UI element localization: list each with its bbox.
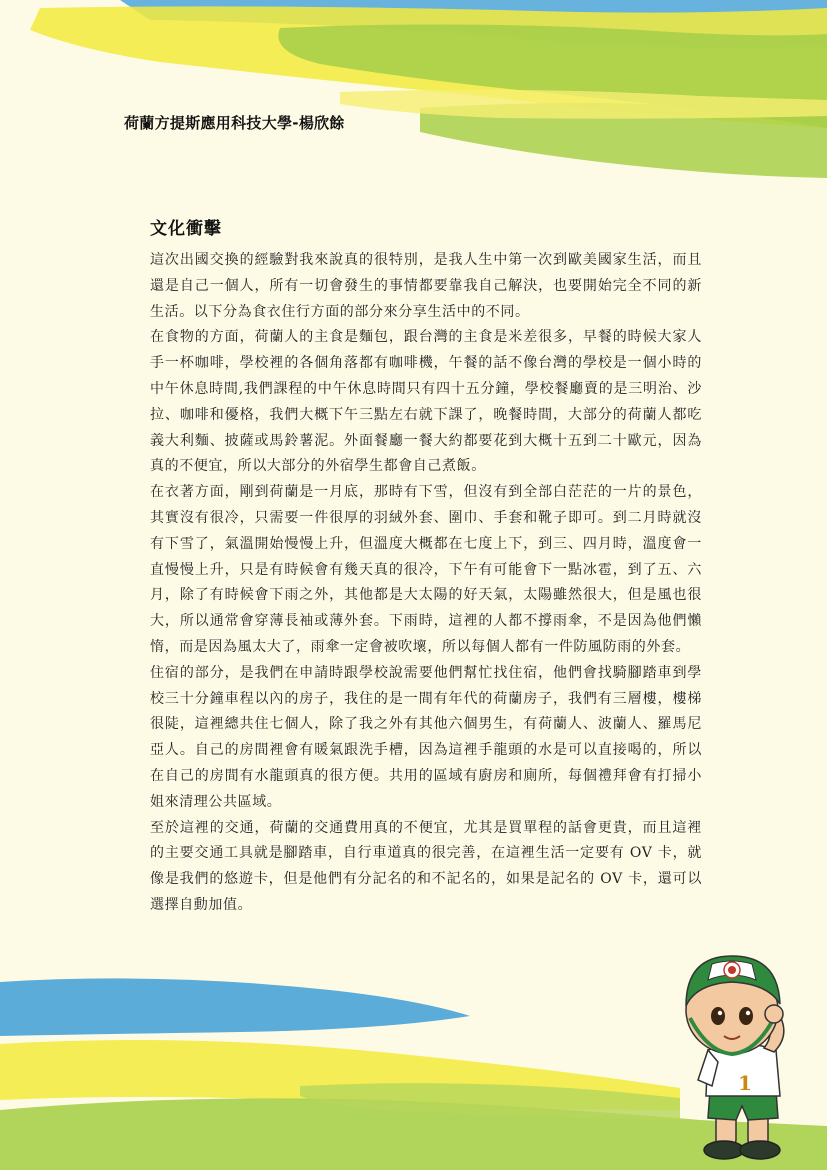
paragraph-food: 在食物的方面，荷蘭人的主食是麵包，跟台灣的主食是米差很多，早餐的時候大家人手一杯咖啡，學校裡的各個角落都有咖啡機，午餐的話不像台灣的學校是一個小時的中午休息時間,我們課程的中午休息時間只有四十五分鐘，學校餐廳賣的是三明治、沙拉、咖啡和優格，我們大概下午三點左右就下課了，晚餐時間，大部分的荷蘭人都吃義大利麵、披薩或馬鈴薯泥。外面餐廳一餐大約都要花到大概十五到二十歐元，因為真的不便宜，所以大部分的外宿學生都會自己煮飯。	[150, 329, 702, 475]
paragraph-housing: 住宿的部分，是我們在申請時跟學校說需要他們幫忙找住宿，他們會找騎腳踏車到學校三十分鐘車程以內的房子，我住的是一間有年代的荷蘭房子，我們有三層樓，樓梯很陡，這裡總共住七個人，除了我之外有其他六個男生，有荷蘭人、波蘭人、羅馬尼亞人。自己的房間裡會有暖氣跟洗手槽，因為這裡手龍頭的水是可以直接喝的，所以在自己的房間有水龍頭真的很方便。共用的區域有廚房和廁所，每個禮拜會有打掃小姐來清理公共區域。	[150, 664, 702, 810]
paragraph-transport: 至於這裡的交通，荷蘭的交通費用真的不便宜，尤其是買單程的話會更貴，而且這裡的主要交通工具就是腳踏車，自行車道真的很完善，在這裡生活一定要有 OV 卡，就像是我們的悠遊卡，但是他們有分記名的和不記名的，如果是記名的 OV 卡，還可以選擇自動加值。	[150, 819, 702, 913]
bottom-blue-stroke	[0, 978, 470, 1036]
article-title: 文化衝擊	[150, 219, 222, 239]
paragraph-clothing: 在衣著方面，剛到荷蘭是一月底，那時有下雪，但沒有到全部白茫茫的一片的景色，其實沒有很冷，只需要一件很厚的羽絨外套、圍巾、手套和靴子即可。到二月時就沒有下雪了，氣溫開始慢慢上升，但溫度大概都在七度上下，到三、四月時，溫度會一直慢慢上升，只是有時候會有幾天真的很冷，下午有可能會下一點冰雹，到了五、六月，除了有時候會下雨之外，其他都是大太陽的好天氣，太陽雖然很大，但是風也很大，所以通常會穿薄長袖或薄外套。下雨時，這裡的人都不撐雨傘，不是因為他們懶惰，而是因為風太大了，雨傘一定會被吹壞，所以每個人都有一件防風防雨的外套。	[150, 484, 702, 655]
school-mascot-icon	[668, 940, 818, 1165]
author-affiliation: 荷蘭方提斯應用科技大學-楊欣餘	[124, 114, 345, 132]
mascot-badge-number: 1	[738, 1071, 752, 1095]
paragraph-intro: 這次出國交換的經驗對我來說真的很特別，是我人生中第一次到歐美國家生活，而且還是自己一個人，所有一切會發生的事情都要靠我自己解決，也要開始完全不同的新生活。以下分為食衣住行方面的部分來分享生活中的不同。	[150, 252, 702, 320]
article-body	[150, 248, 702, 919]
